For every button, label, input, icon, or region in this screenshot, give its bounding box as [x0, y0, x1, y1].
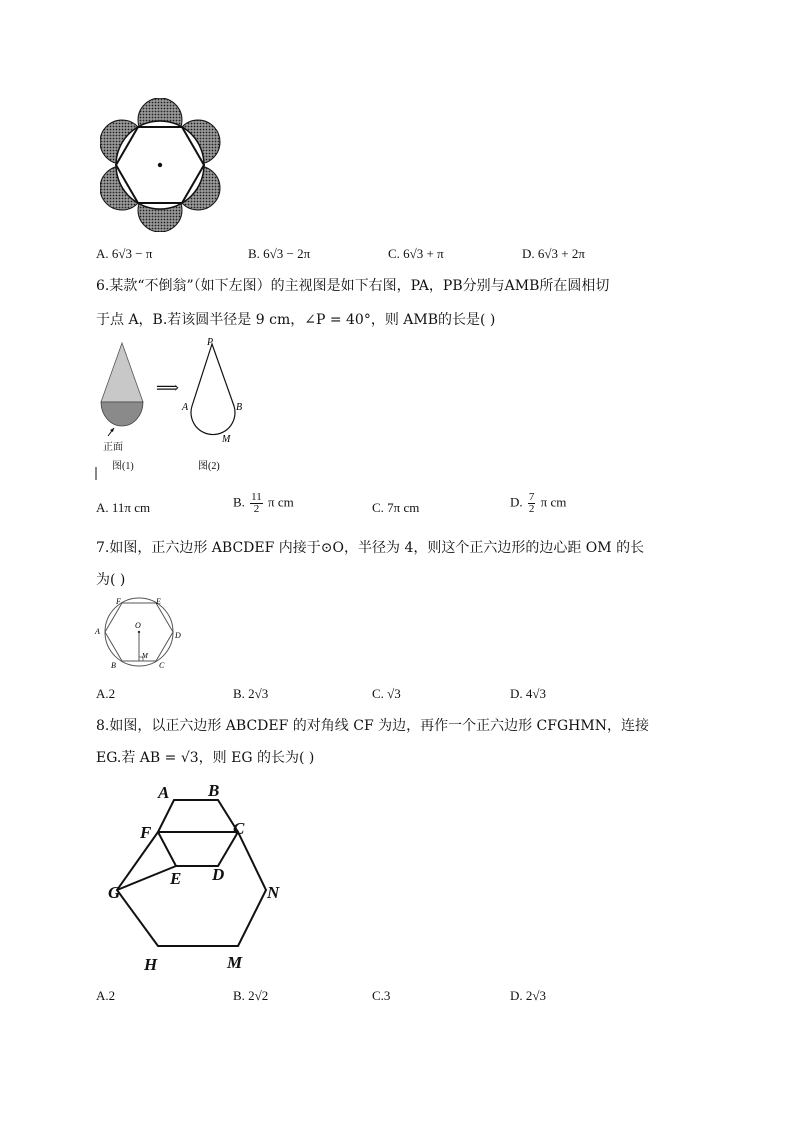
svg-text:C: C [159, 661, 165, 670]
q6-figure-2 [176, 334, 256, 480]
q6-stem-line2: 于点 A，B.若该圆半径是 9 cm，∠P = 40°，则 AMB的长是( ) [96, 312, 496, 328]
q6-option-b[interactable]: B. $\frac{11}{2}$ π cm [233, 491, 294, 515]
svg-text:B: B [111, 661, 116, 670]
q8-option-b[interactable]: B. 2√2 [233, 988, 269, 1003]
q5-option-a[interactable]: A. 6√3 − π [96, 246, 153, 261]
q5-option-b[interactable]: B. 6√3 − 2π [248, 246, 311, 261]
svg-text:A: A [95, 627, 100, 636]
svg-text:D: D [175, 631, 181, 640]
label-m: M [222, 434, 231, 445]
svg-text:D: D [212, 865, 225, 884]
svg-text:H: H [144, 955, 158, 974]
q6-figure-1 [94, 340, 164, 482]
large-hexagon [117, 832, 266, 946]
svg-text:A: A [158, 783, 170, 802]
svg-text:N: N [267, 883, 280, 902]
q6-option-a[interactable]: A. 11π cm [96, 500, 151, 515]
svg-text:F: F [140, 823, 152, 842]
q7-stem-line1: 7.如图，正六边形 ABCDEF 内接于⊙O，半径为 4，则这个正六边形的边心距 OM 的长 [96, 540, 645, 556]
q7-option-c[interactable]: C. √3 [372, 686, 401, 701]
q6-option-d[interactable]: D. $\frac{7}{2}$ π cm [510, 491, 567, 515]
svg-text:E: E [156, 597, 161, 606]
right-arrow-icon: ⟹ [156, 378, 179, 397]
label-a: A [182, 402, 189, 413]
tumbler-bottom [101, 402, 143, 426]
q6-fig1-front-label: 正面 [103, 442, 123, 453]
svg-text:M: M [227, 953, 243, 972]
svg-text:O: O [135, 621, 141, 630]
q6-option-c[interactable]: C. 7π cm [372, 500, 420, 515]
teardrop-shape [191, 344, 235, 435]
label-p: P [207, 337, 214, 348]
svg-text:G: G [108, 883, 121, 902]
svg-text:C: C [233, 819, 245, 838]
q5-option-c[interactable]: C. 6√3 + π [388, 246, 444, 261]
svg-text:E: E [170, 869, 182, 888]
q7-option-a[interactable]: A.2 [96, 686, 116, 701]
q8-option-d[interactable]: D. 2√3 [510, 988, 547, 1003]
svg-text:M: M [142, 652, 148, 660]
q7-figure [92, 594, 188, 672]
q8-stem-line2: EG.若 AB = √3，则 EG 的长为( ) [96, 750, 315, 766]
svg-text:F: F [116, 597, 121, 606]
q6-fig2-caption: 图(2) [198, 461, 220, 472]
q7-option-d[interactable]: D. 4√3 [510, 686, 547, 701]
label-b: B [236, 402, 243, 413]
q8-figure [100, 776, 300, 976]
q8-option-a[interactable]: A.2 [96, 988, 116, 1003]
q5-center-dot [158, 163, 162, 167]
q5-option-d[interactable]: D. 6√3 + 2π [522, 246, 585, 261]
q8-option-c[interactable]: C.3 [372, 988, 391, 1003]
tumbler-top [101, 343, 143, 402]
q6-fig1-caption: 图(1) [112, 461, 134, 472]
q8-stem-line1: 8.如图，以正六边形 ABCDEF 的对角线 CF 为边，再作一个正六边形 CFGHMN，连接 [96, 718, 649, 734]
q7-option-b[interactable]: B. 2√3 [233, 686, 269, 701]
q6-stem-line1: 6.某款“不倒翁”（如下左图）的主视图是如下右图，PA，PB分别与AMB所在圆相切 [96, 278, 610, 294]
q7-stem-line2: 为( ) [96, 572, 126, 588]
q5-figure [100, 98, 224, 232]
svg-text:B: B [208, 781, 220, 800]
